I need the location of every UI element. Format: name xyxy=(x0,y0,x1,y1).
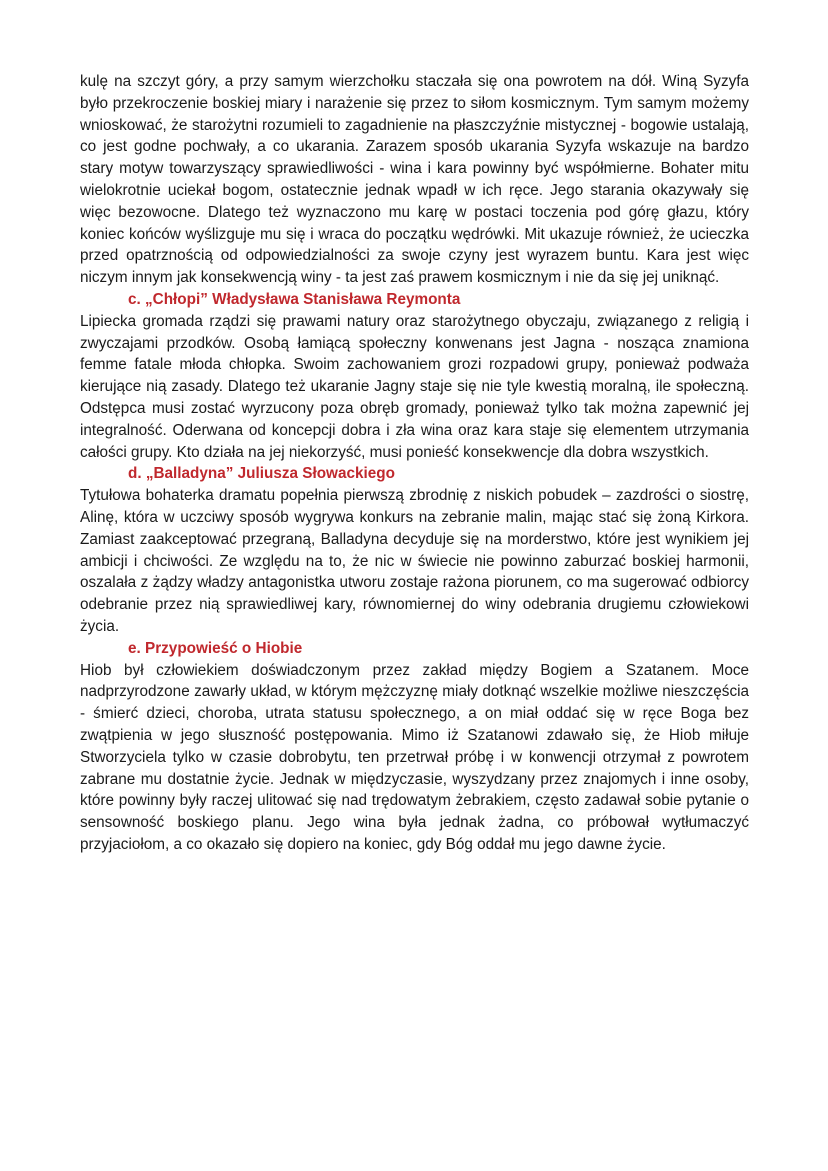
document-page xyxy=(80,71,749,856)
section-text-balladyna: Tytułowa bohaterka dramatu popełnia pierwszą zbrodnię z niskich pobudek – zazdrości o siostrę, Alinę, która w uczciwy sposób wygrywa konkurs na zebranie malin, mając stać się żoną Kirkora. Zamiast zaakceptować przegraną, Balladyna decyduje się na morderstwo, które jest wynikiem jej ambicji i chciwości. Ze względu na to, że nic w świecie nie powinno zaburzać boskiej harmonii, oszalała z żądzy władzy antagonistka utworu zostaje rażona piorunem, co ma sugerować odbiorcy odebranie przez nią sprawiedliwej kary, równomiernej do winy odebrania drugiemu człowiekowi życia. xyxy=(80,487,749,635)
intro-paragraph: kulę na szczyt góry, a przy samym wierzchołku staczała się ona powrotem na dół. Winą Syzyfa było przekroczenie boskiej miary i narażenie się przez to siłom kosmicznym. Tym samym możemy wnioskować, że starożytni rozumieli to zagadnienie na płaszczyźnie mistycznej - bogowie ustalają, co jest godne pochwały, a co ukarania. Zarazem sposób ukarania Syzyfa wskazuje na bardzo stary motyw towarzyszący sprawiedliwości - wina i kara powinny być współmierne. Bohater mitu wielokrotnie uciekał bogom, ostatecznie jednak wpadł w ich ręce. Jego starania okazywały się więc bezowocne. Dlatego też wyznaczono mu karę w postaci toczenia pod górę głazu, który koniec końców wyślizguje mu się i wraca do początku wędrówki. Mit ukazuje również, że ucieczka przed opatrznością od odpowiedzialności za swoje czyny jest wyrazem buntu. Kara jest więc niczym innym jak konsekwencją winy - ta jest zaś prawem kosmicznym i nie da się jej uniknąć. xyxy=(80,73,749,287)
section-heading-balladyna: d. „Balladyna” Juliusza Słowackiego xyxy=(128,465,395,483)
section-text-hiob: Hiob był człowiekiem doświadczonym przez zakład między Bogiem a Szatanem. Moce nadprzyrodzone zawarły układ, w którym mężczyznę miały dotknąć wszelkie możliwe nieszczęścia - śmierć dzieci, choroba, utrata statusu społecznego, a on miał oddać się w ręce Boga bez zwątpienia w jego słuszność postępowania. Mimo iż Szatanowi zdawało się, że Hiob miłuje Stworzyciela tylko w czasie dobrobytu, ten przetrwał próbę i w konwencji otrzymał z powrotem zabrane mu dostatnie życie. Jednak w międzyczasie, wyszydzany przez znajomych i inne osoby, które powinny były raczej ulitować się nad trędowatym żebrakiem, często zadawał sobie pytanie o sensowność boskiego planu. Jego wina była jednak żadna, co próbował wytłumaczyć przyjaciołom, a co okazało się dopiero na koniec, gdy Bóg oddał mu jego dawne życie. xyxy=(80,661,749,853)
section-heading-chlopi: c. „Chłopi” Władysława Stanisława Reymonta xyxy=(128,290,461,308)
section-heading-hiob: e. Przypowieść o Hiobie xyxy=(128,639,303,657)
section-text-chlopi: Lipiecka gromada rządzi się prawami natury oraz starożytnego obyczaju, związanego z religią i zwyczajami przodków. Osobą łamiącą społeczny konwenans jest Jagna - nosząca znamiona femme fatale młoda chłopka. Swoim zachowaniem grozi rozpadowi grupy, ponieważ podważa kierujące nią zasady. Dlatego też ukaranie Jagny staje się nie tyle kwestią moralną, ile społeczną. Odstępca musi zostać wyrzucony poza obręb gromady, ponieważ tylko tak można zapewnić jej integralność. Oderwana od koncepcji dobra i zła wina oraz kara staje się elementem utrzymania całości grupy. Kto działa na jej niekorzyść, musi ponieść konsekwencje dla dobra wszystkich. xyxy=(80,312,749,461)
